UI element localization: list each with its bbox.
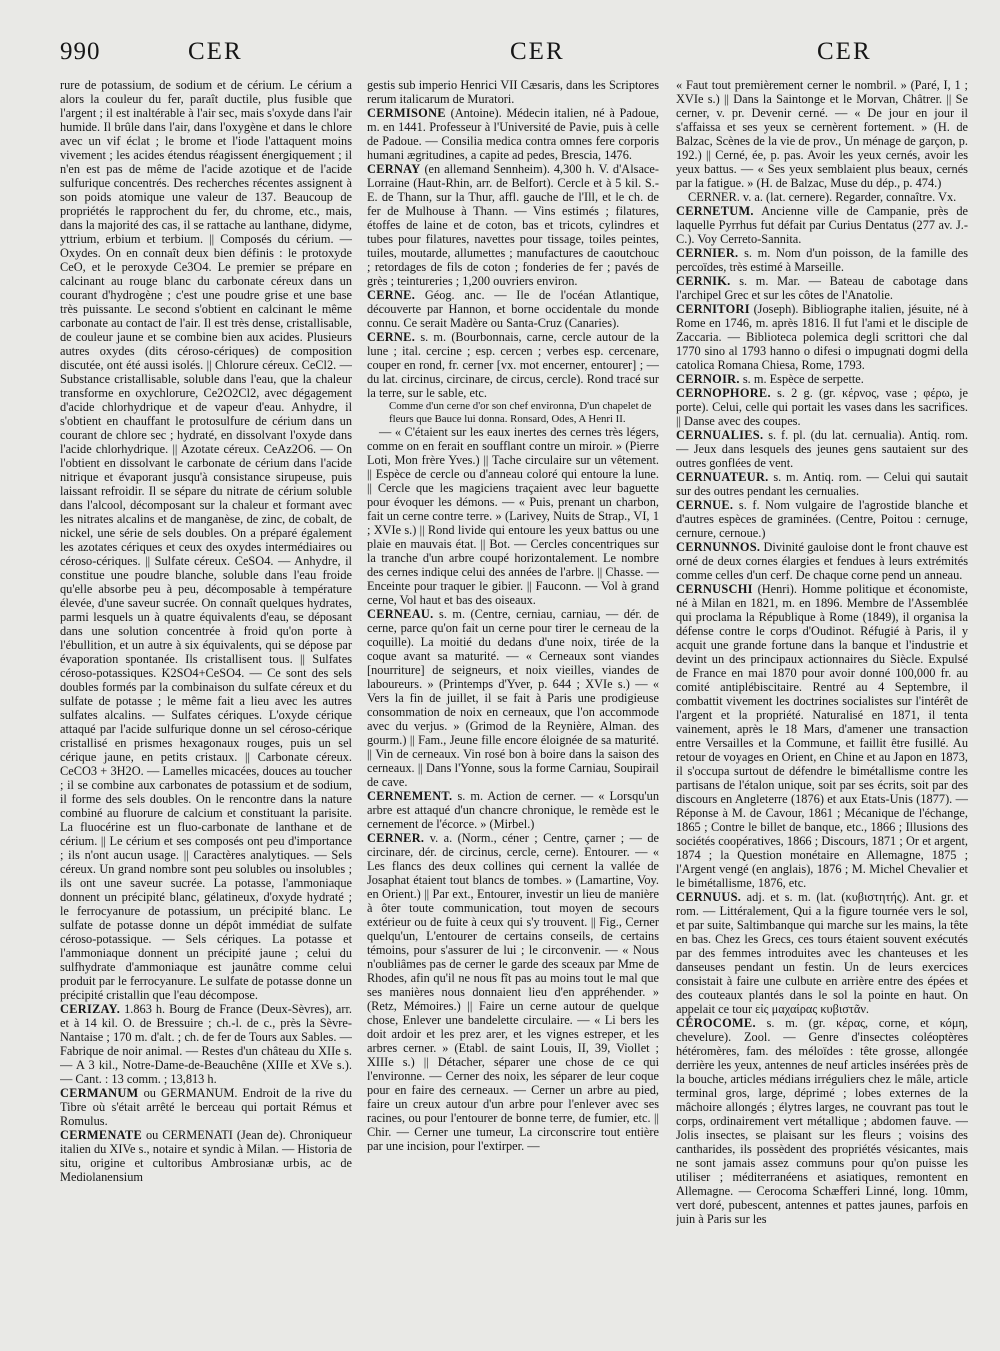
entry-definition: v. a. (Norm., céner ; Centre, çarner ; — de circinare, dér. de circinus, cercle, cerne). Entourer. — « Les flancs des deux collines qui cernent la vallée de Josaphat étaient tout blancs de tombes. » (Lamartine, Voy. en Orient.) || Par ext., Entourer, investir un lieu de manière à ôter toute communication, tout moyen de secours extérieur ou de fuite à ceux qui s'y trouvent. || Fig., Cerner quelqu'un, L'entourer de certains conseils, de certains témoins, pour s'assurer de lui ; le circonvenir. — « Nous n'oubliâmes pas de cerner le garde des sceaux par Mme de Rhodes, afin qu'il ne nous fît pas au moins tout le mal que ses manières nous donnaient lieu d'en appréhender. » (Retz, Mémoires.) || Faire un cerne autour de quelque chose, Enlever une bandelette circulaire. — « Li bers les doit ardoir et les prez arer, et les vignes estreper, et les arbres cerner. » (Etabl. de saint Louis, II, 39, Viollet ; XIIIe s.) || Détacher, séparer une chose de ce qui l'environne. — Cerner des noix, les séparer de leur coque pour en faire des cerneaux. — Cerner un arbre au pied, faire un creux autour d'un arbre pour l'enlever avec ses racines, ou pour l'entourer de bonne terre, de fumier, etc. || Chir. — Cerner une tumeur, La circonscrire tout entière par une incision, pour l'extirper. —: [367, 831, 659, 1154]
entry-definition: (Henri). Homme politique et économiste, né à Milan en 1821, m. en 1896. Membre de l'Assemblée qui proclama la République à Rome (1849), il organisa la défense contre le corps d'Oudinot. Réfugié à Paris, il y acquit une grande fortune dans la banque et l'industrie et devint un des principaux actionnaires du Siècle. Expulsé de France en mai 1870 pour avoir donné 100,000 fr. au comité antiplébiscitaire. Rentré au 4 Septembre, il combattit vivement les doctrines socialistes sur l'intérêt de l'argent et la propriété. Naturalisé en 1871, il tenta vainement, après le 18 Mars, d'amener une transaction entre Versailles et la Commune, et faillit être fusillé. Au retour de voyages en Orient, en Chine et au Japon en 1873, il s'occupa surtout de défendre le bimétallisme contre les partisans de l'étalon unique, soit par ses écrits, soit par des discours en Angleterre (1876) et aux Etats-Unis (1877). — Réponse à M. de Cavour, 1861 ; Mécanique de l'échange, 1865 ; Contre le billet de banque, etc., 1866 ; Illusions des sociétés coopératives, 1866 ; Discours, 1871 ; Or et argent, 1874 ; la Question monétaire en Allemagne, 1875 ; l'Argent vengé (en anglais), 1876 ; M. Michel Chevalier et le bimétallisme, 1876, etc.: [676, 582, 968, 890]
dictionary-entry: [367, 162, 659, 288]
dictionary-entry: [676, 1016, 968, 1226]
entry-headword: CERMANUM: [60, 1086, 139, 1100]
running-head-center: CER: [510, 38, 565, 65]
entry-headword: CERNIK.: [676, 274, 731, 288]
dictionary-entry: [367, 831, 659, 1153]
dictionary-entry: [367, 288, 659, 330]
dictionary-entry: [676, 204, 968, 246]
dictionary-entry: [676, 372, 968, 386]
entry-definition: s. 2 g. (gr. κέρνος, vase ; φέρω, je porte). Celui, celle qui portait les vases dans les sacrifices. || Danse avec des coupes.: [676, 386, 968, 428]
dictionary-entry: [676, 302, 968, 372]
dictionary-entry: [676, 428, 968, 470]
entry-headword: CERNETUM.: [676, 204, 754, 218]
column-3: [676, 78, 968, 1340]
entry-definition: adj. et s. m. (lat. (κυβιστητής). Ant. gr. et rom. — Littéralement, Qui a la figure tournée vers le sol, et par suite, Saltimbanque qui marche sur les mains, la tête en bas. Chez les Grecs, ces tours étaient souvent exécutés par des femmes introduites avec les chanteuses et les danseuses pendant un festin. Un de leurs exercices consistait à faire une culbute en arrière entre des épées et des couteaux plantés dans le sol la pointe en haut. On appelait ce tour εἰς μαχαίρας κυβιστᾶν.: [676, 890, 968, 1016]
entry-headword: CERNEMENT.: [367, 789, 453, 804]
dictionary-entry: [367, 607, 659, 789]
dictionary-entry: [676, 386, 968, 428]
entry-headword: CÉROCOME.: [676, 1016, 756, 1030]
entry-definition: (Joseph). Bibliographe italien, jésuite, né à Rome en 1746, m. après 1816. Il fut l'ami et le disciple de Zaccaria. — Biblioteca polemica degli scrittori che dal 1770 sino al 1793 hanno o difesi o impugnati dogmi della catolica Romana Chiesa, Rome, 1793.: [676, 302, 968, 372]
entry-headword: CERNUSCHI: [676, 582, 753, 596]
continued-text: rure de potassium, de sodium et de cérium. Le cérium a alors la couleur du fer, paraît ductile, plus fusible que l'argent ; il est inaltérable à l'air sec, mais s'oxyde dans l'air humide. Il brûle dans l'air, dans l'oxygène et dans le chlore avec un vif éclat ; le brome et l'iode l'attaquent moins vivement ; les acides étendus réagissent énergiquement ; il n'en est pas de même de l'acide azotique et de l'acide sulfurique concentrés. Des recherches récentes assignent à son poids atomique une valeur de 137. Beaucoup de propriétés le rapprochent du fer, du chrome, etc., mais, dans la majorité des cas, il se rattache au lanthane, didyme, yttrium, erbium et terbium. || Composés du cérium. — Oxydes. On en connaît deux bien définis : le protoxyde CeO, et le peroxyde Ce3O4. Le premier se prépare en calcinant au rouge blanc du carbonate céreux dans un courant d'hydrogène ; c'est une poudre grise et une base très puissante. Le second s'obtient en calcinant le même carbonate au contact de l'air. Il est très dense, cristallisable, de couleur jaune et se combine bien aux acides. Plusieurs autres oxydes (dits céroso-cériques) de composition discutée, ont été aussi isolés. || Chlorure céreux. CeCl2. — Substance cristallisable, soluble dans l'eau, que la chaleur transforme en oxychlorure, Ce2O2Cl2, avec dégagement d'acide chlorhydrique et de vapeur d'eau. Anhydre, il s'obtient en chauffant le protosulfure de cérium dans un courant de chlore sec ; hydraté, en dissolvant l'oxyde dans l'acide chlorhydrique. || Azotate céreux. CeAz2O6. — On l'obtient en dissolvant le carbonate de cérium dans l'acide nitrique et évaporant jusqu'à consistance sirupeuse, puis laissant refroidir. Il se sépare du nitrate de cérium soluble dans l'alcool, décomposant sur la chaleur et formant avec les nitrates alcalins et de manganèse, de zinc, de cobalt, de nickel, une série de sels doubles. On a préparé également les azotates cériques et ceux des oxydes intermédiaires ou céroso-cériques. || Sulfate céreux. CeSO4. — Anhydre, il constitue une poudre blanche, soluble dans l'eau froide qu'elle absorbe peu à peu, décomposable à température élevée, d'une saveur sucrée. On connaît quelques hydrates, parmi lesquels un à quatre équivalents d'eau, se déposant dans une solution concentrée à froid qu'on porte à l'ébullition, et un autre à six équivalents, qui se dépose par évaporation spontanée. Ils cristallisent tous. || Sulfates céroso-potassiques. K2SO4+CeSO4. — Ce sont des sels doubles formés par la combinaison du sulfate céreux et du sulfate de potasse ; le même fait a lieu avec les autres sulfates alcalins. — Sulfates cériques. L'oxyde cérique attaqué par l'acide sulfurique donne un sel céroso-cérique cristallisé en prismes hexagonaux rouges, puis un sel cérique jaune, en petits cristaux. || Carbonate céreux. CeCO3 + 3H2O. — Lamelles micacées, douces au toucher ; il se combine aux carbonates de potassium et de sodium, il forme des sels doubles. On le rencontre dans la nature combiné au fluorure de calcium et constituant la parisite. La fluocérine est un fluo-carbonate de lanthane et de cérium. || Le cérium et ses composés ont peu d'importance ; ils n'ont aucun usage. || Caractères analytiques. — Sels céreux. Un grand nombre sont peu solubles ou insolubles ; ils ont une saveur sucrée. La potasse, l'ammoniaque donnent un précipité blanc, gélatineux, d'oxyde hydraté ; le ferrocyanure de potassium, un précipité blanc. Le sulfate de potasse donne un dépôt immédiat de sulfate céroso-potassique. — Sels cériques. La potasse et l'ammoniaque donnent un précipité jaune ; celui du sulfhydrate d'ammoniaque est jaunâtre comme celui produit par le ferrocyanure. Le sulfate de potasse donne un précipité cristallin que l'eau décompose.: [60, 78, 352, 1002]
entry-continuation: — « C'étaient sur les eaux inertes des cernes très légers, comme on en ferait en soufflant contre un miroir. » (Pierre Loti, Mon frère Yves.) || Tache circulaire sur un vêtement. || Espèce de cercle ou d'anneau coloré qui entoure la lune. || Cercle que les magiciens traçaient avec leur baguette pour évoquer les démons. — « Puis, prenant un charbon, fait un cerne contre terre. » (Larivey, Nuits de Strap., VI, 1 ; XVIe s.) || Rond livide qui entoure les yeux battus ou une plaie en mauvais état. || Bot. — Cercles concentriques sur la tranche d'un arbre coupé horizontalement. Le nombre des cernes indique celui des années de l'arbre. || Chasse. — Enceinte pour traquer le gibier. || Fauconn. — Vol à grand cerne, Vol haut et bas des oiseaux.: [367, 425, 659, 608]
entry-definition: ou GERMANUM. Endroit de la rive du Tibre où s'était arrêté le berceau qui portait Rémus et Romulus.: [60, 1086, 352, 1128]
entry-headword: CERNAY: [367, 162, 421, 176]
entry-headword: CERMENATE: [60, 1128, 143, 1142]
dictionary-entry: [676, 498, 968, 540]
dictionary-entry: [676, 540, 968, 582]
dictionary-entry: [60, 1086, 352, 1128]
page-header: [60, 38, 965, 68]
dictionary-entry: [676, 246, 968, 274]
entry-headword: CERMISONE: [367, 106, 446, 120]
entry-definition: s. f. Nom vulgaire de l'agrostide blanche et d'autres espèces de graminées. (Centre, Poitou : cernuge, cernure, cernoue.): [676, 498, 968, 540]
entry-definition: s. m. Espèce de serpette.: [742, 372, 864, 386]
page-number: 990: [60, 38, 101, 65]
dictionary-entry: [60, 1002, 352, 1086]
entry-definition: 1.863 h. Bourg de France (Deux-Sèvres), arr. et à 14 kil. O. de Bressuire ; ch.-l. de c., près la Sèvre-Nantaise ; 170 m. d'alt. ; ch. de fer de Tours aux Sables. — Fabrique de noir animal. — Restes d'un château du XIIe s. — A 3 kil., Notre-Dame-de-Beauchêne (XIIIe et XVe s.). — Cant. : 13 comm. ; 13,813 h.: [60, 1002, 352, 1086]
dictionary-entry: [676, 274, 968, 302]
entry-continuation: CERNER. v. a. (lat. cernere). Regarder, connaître. Vx.: [688, 190, 957, 204]
entry-headword: CERIZAY.: [60, 1002, 121, 1016]
running-head-left: CER: [188, 38, 243, 65]
continued-text: gestis sub imperio Henrici VII Cæsaris, dans les Scriptores rerum italicarum de Muratori.: [367, 78, 659, 106]
entry-definition: s. m. Mar. — Bateau de cabotage dans l'archipel Grec et sur les côtes de l'Anatolie.: [676, 274, 968, 302]
entry-headword: CERNUALIES.: [676, 428, 764, 442]
dictionary-entry: [367, 789, 659, 831]
entry-headword: CERNE.: [367, 330, 416, 344]
dictionary-entry: [367, 106, 659, 162]
dictionary-entry: [367, 330, 659, 400]
entry-definition: s. m. (Bourbonnais, carne, cercle autour de la lune ; ital. cercine ; esp. cercen ; verbes esp. cercenare, couper en rond, fr. cerner [vx. mot encerner, entourer] ; — du lat. circinus, circinare, de circus, cercle). Rond tracé sur la terre, sur le sable, etc.: [367, 330, 659, 400]
continued-text: « Faut tout premièrement cerner le nombril. » (Paré, I, 1 ; XVIe s.) || Dans la Saintonge et le Morvan, Châtrer. || Se cerner, v. pr. Devenir cerné. — « De jour en jour il s'affaissa et ses yeux se cernèrent fortement. » (H. de Balzac, Scènes de la vie de prov., Un ménage de garçon, p. 192.) || Cerné, ée, p. pas. Avoir les yeux cernés, avoir les yeux battus. — « Ses yeux semblaient plus beaux, cernés par la fatigue. » (H. de Balzac, Muse du dép., p. 474.): [676, 78, 968, 190]
verse-citation: Comme d'un cerne d'or son chef environna, D'un chapelet de fleurs que Bauce lui donna. Ronsard, Odes, A Henri II.: [389, 400, 652, 425]
running-head-right: CER: [817, 38, 872, 65]
entry-headword: CERNOPHORE.: [676, 386, 771, 400]
entry-headword: CERNE.: [367, 288, 416, 302]
column-2: [367, 78, 659, 1340]
entry-headword: CERNUUS.: [676, 890, 742, 904]
entry-definition: s. m. Nom d'un poisson, de la famille des percoïdes, très estimé à Marseille.: [676, 246, 968, 274]
entry-definition: s. f. pl. (du lat. cernualia). Antiq. rom. — Jeux dans lesquels des jeunes gens sautaient sur des outres gonflées de vent.: [676, 428, 968, 470]
dictionary-entry: [676, 470, 968, 498]
entry-definition: ou CERMENATI (Jean de). Chroniqueur italien du XIVe s., notaire et syndic à Milan. — Historia de situ, origine et cultoribus Ambrosianæ urbis, ac de Mediolanensium: [60, 1128, 352, 1184]
dictionary-entry: [676, 582, 968, 890]
entry-definition: Géog. anc. — Ile de l'océan Atlantique, découverte par Hannon, et borne occidentale du monde connu. Ce serait Madère ou Santa-Cruz (Canaries).: [367, 288, 659, 330]
entry-headword: CERNIER.: [676, 246, 739, 260]
entry-headword: CERNUNNOS.: [676, 540, 761, 554]
entry-headword: CERNITORI: [676, 302, 750, 316]
entry-headword: CERNOIR.: [676, 372, 740, 386]
entry-definition: s. m. (Centre, cerniau, carniau, — dér. de cerne, parce qu'on fait un cerne pour tirer le cerneau de la coquille). La moitié du dedans d'une noix, tirée de la coque avant sa maturité. — « Cerneaux sont viandes [nourriture] de seigneurs, et noix vieilles, viandes de laboureurs. » (Printemps d'Yver, p. 644 ; XVIe s.) — « Vers la fin de juillet, il se fait à Paris une prodigieuse consommation de noix en cerneaux, que l'on accommode avec du verjus. » (Grimod de la Reynière, Alman. des gourm.) || Fam., Jeune fille encore éloignée de sa maturité. || Vin de cerneaux. Vin rosé bon à boire dans la saison des cerneaux. || Dans l'Yonne, sous la forme Carniau, Soupirail de cave.: [367, 607, 659, 790]
dictionary-entry: [60, 1128, 352, 1184]
entry-headword: CERNEAU.: [367, 607, 434, 622]
entry-definition: (en allemand Sennheim). 4,300 h. V. d'Alsace-Lorraine (Haut-Rhin, arr. de Belfort). Cercle et à 5 kil. S.-E. de Thann, sur la Thur, affl. gauche de l'Ill, et le ch. de fer de Mulhouse à Thann. — Vins estimés ; filatures, étoffes de laine et de coton, bas et tricots, cylindres et tubes pour filatures, navettes pour tissage, toiles peintes, tuiles, moutarde, allumettes ; manufactures de caoutchouc ; retordages de fils de coton ; fonderies de fer ; pavés de grès ; teintureries ; 1,200 ouvriers environ.: [367, 162, 659, 288]
entry-definition: s. m. Action de cerner. — « Lorsqu'un arbre est attaqué d'un chancre chronique, le remède est le cernement de l'écorce. » (Mirbel.): [367, 789, 659, 832]
entry-definition: (Antoine). Médecin italien, né à Padoue, m. en 1441. Professeur à l'Université de Pavie, puis à celle de Padoue. — Consilia medica contra omnes fere corporis humani ægritudines, a capite ad pedes, Brescia, 1476.: [367, 106, 659, 162]
entry-definition: Ancienne ville de Campanie, près de laquelle Pyrrhus fut défait par Curius Dentatus (277 av. J.-C.). Voy Cerreto-Sannita.: [676, 204, 968, 246]
entry-headword: CERNER.: [367, 831, 425, 846]
entry-headword: CERNUATEUR.: [676, 470, 769, 484]
entry-definition: s. m. Antiq. rom. — Celui qui sautait sur des outres pendant les cernualies.: [676, 470, 968, 498]
dictionary-entry: [676, 890, 968, 1016]
entry-definition: s. m. (gr. κέρας, corne, et κόμη, chevelure). Zool. — Genre d'insectes coléoptères hétéromères, fam. des méloïdes : tête grosse, allongée derrière les yeux, antennes de neuf articles insérées près de la bouche, articles médians irréguliers chez le mâle, article terminal gros, large, déprimé ; lobes externes de la mâchoire allongés ; élytres larges, ne couvrant pas tout le corps, ordinairement vert métallique ; abdomen fauve. — Jolis insectes, se plaisant sur les fleurs ; voisins des cantharides, ils possèdent des propriétés vésicantes, mais ne sont jamais assez communs pour qu'on puisse les utiliser ; méditerranéens et asiatiques, remontent en Allemagne. — Cerocoma Schæfferi Linné, long. 10mm, vert doré, pubescent, antennes et pattes jaunes, parfois en juin à Paris sur les: [676, 1016, 968, 1226]
entry-definition: Divinité gauloise dont le front chauve est orné de deux cornes élargies et fendues à leurs extrémités comme celles d'un cerf. De chaque corne pend un anneau.: [676, 540, 968, 582]
entry-headword: CERNUE.: [676, 498, 734, 512]
column-1: [60, 78, 352, 1340]
